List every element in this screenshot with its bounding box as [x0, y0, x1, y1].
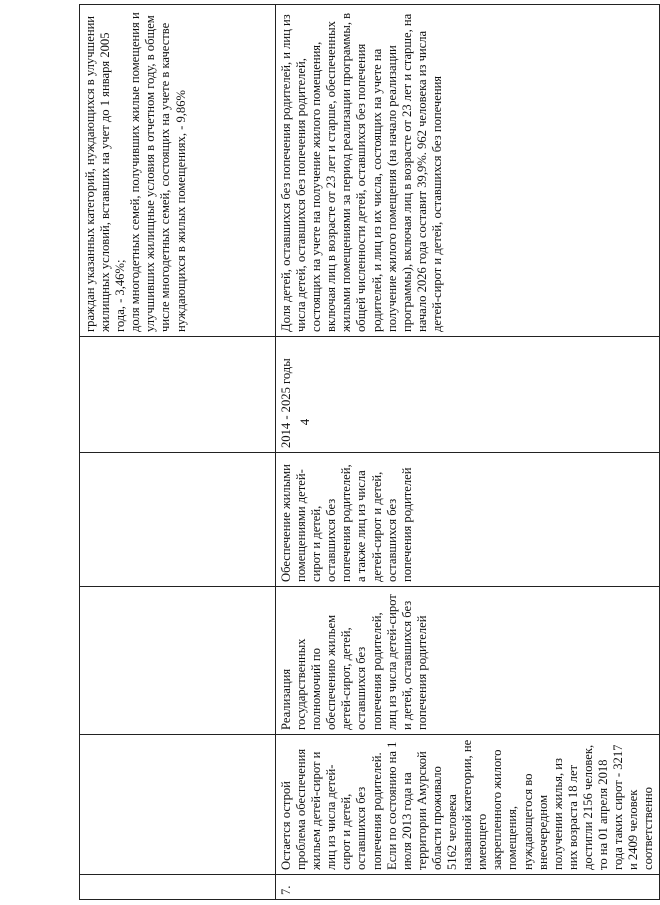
problem-cell: Остается острой проблема обеспечения жильем детей-сирот и лиц из числа детей-сирот и детей, оставшихся без попечения родителей. Если по состоянию на 1 июля 2013 года на территории Амурской области проживало 5162 человека названной категории, не имеющего закрепленного жилого помещения, нуждающегося во внеочередном получении жилья, из них возраста 18 лет достигли 2156 человек, то на 01 апреля 2018 года таких сирот - 3217 и 2409 человек соответственно: [276, 735, 660, 875]
task-cell: Реализация государственных полномочий по обеспечению жильем детей-сирот, детей, оставшихся без попечения родителей, лиц из числа детей-сирот и детей, оставшихся без попечения родителей: [276, 587, 660, 735]
page-number: 4: [297, 418, 312, 426]
measure-cell: [80, 453, 276, 587]
indicators-cell: Доля детей, оставшихся без попечения родителей, и лиц из числа детей, оставшихся без попечения родителей, состоящих на учете на получение жилого помещения, включая лиц в возрасте от 23 лет и старше, обеспеченных жилыми помещениями за период реализации программы, в общей численности детей, оставшихся без попечения родителей, и лиц из их числа, состоящих на учете на получение жилого помещения (на начало реализации программы), включая лиц в возрасте от 23 лет и старше, на начало 2026 года составит 39,9%. 962 человека из числа детей-сирот и детей, оставшихся без попечения: [276, 5, 660, 337]
table-row: [80, 5, 276, 900]
program-table: [79, 4, 660, 900]
period-cell: [80, 337, 276, 453]
indicators-cell: граждан указанных категорий, нуждающихся в улучшении жилищных условий, вставших на учет до 1 января 2005 года, - 3,46%; доля многодетных семей, получивших жилые помещения и улучшивших жилищные условия в отчетном году, в общем числе многодетных семей, состоящих на учете в качестве нуждающихся в жилых помещениях, - 9,86%: [80, 5, 276, 337]
rotated-table-container: [79, 5, 656, 900]
task-cell: [80, 587, 276, 735]
table-row: [276, 5, 660, 900]
measure-cell: Обеспечение жилыми помещениями детей-сирот и детей, оставшихся без попечения родителей, а также лиц из числа детей-сирот и детей, оставшихся без попечения родителей: [276, 453, 660, 587]
problem-cell: [80, 735, 276, 875]
row-number-cell: [80, 875, 276, 900]
period-cell: 2014 - 2025 годы: [276, 337, 660, 453]
row-number-cell: 7.: [276, 875, 660, 900]
